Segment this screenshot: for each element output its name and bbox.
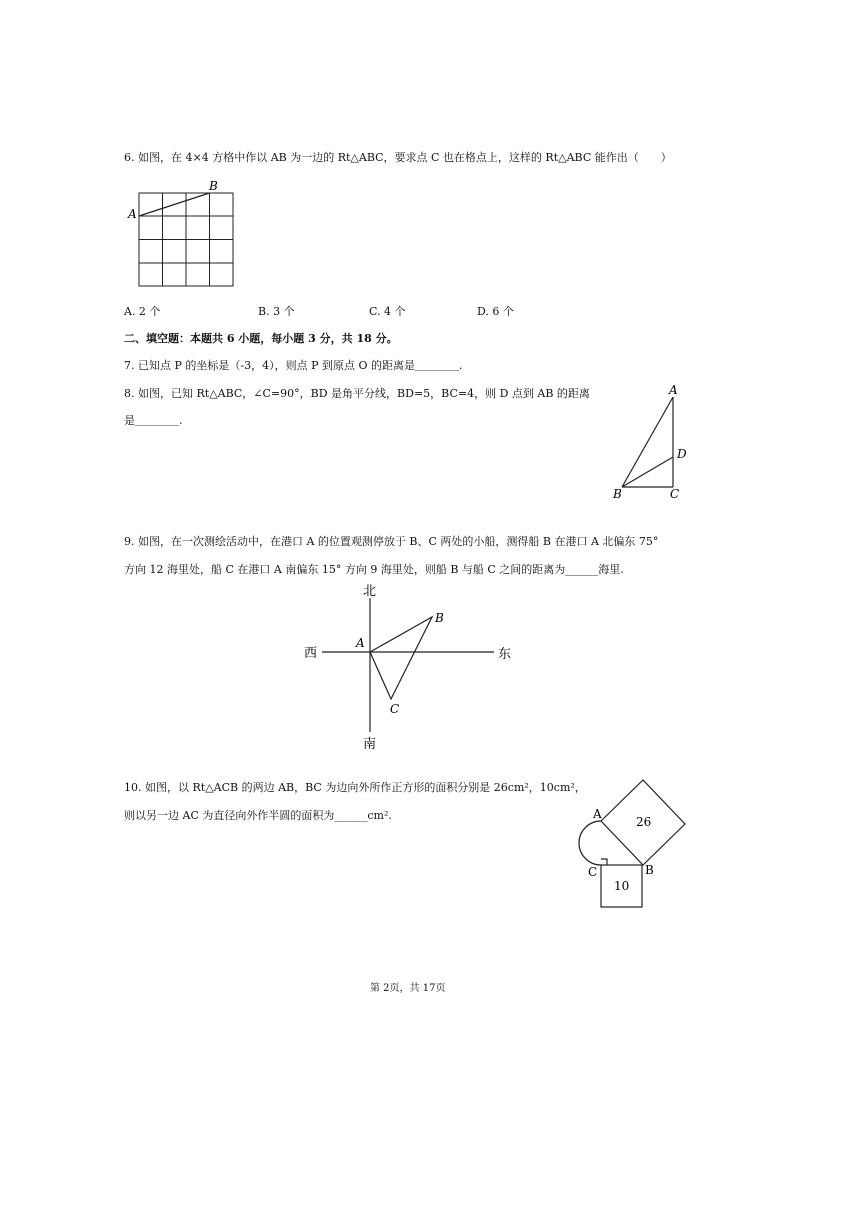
q10-area-ab: 26 — [636, 815, 652, 829]
q10-line1: 10. 如图，以 Rt△ACB 的两边 AB，BC 为边向外所作正方形的面积分别是 26cm²，10cm²， — [124, 781, 586, 794]
q10-line2: 则以另一边 AC 为直径向外作半圆的面积为______cm². — [124, 809, 392, 822]
q9-label-a: A — [356, 636, 365, 650]
q10-area-bc: 10 — [614, 879, 630, 893]
q6-text: 6. 如图，在 4×4 方格中作以 AB 为一边的 Rt△ABC，要求点 C 也在格点上，这样的 Rt△ABC 能作出（ ） — [124, 151, 672, 164]
q9-label-c: C — [390, 702, 400, 716]
q9-label-east: 东 — [498, 647, 512, 662]
q6-option-a: A. 2 个 — [124, 305, 161, 318]
page-footer: 第 2页，共 17页 — [370, 983, 446, 994]
q6-label-b: B — [209, 179, 218, 193]
section-2-header: 二、填空题：本题共 6 小题，每小题 3 分，共 18 分。 — [124, 332, 398, 345]
q10-label-b: B — [645, 863, 654, 877]
q9-label-west: 西 — [304, 646, 318, 661]
q9-line1: 9. 如图，在一次测绘活动中，在港口 A 的位置观测停放于 B、C 两处的小船，测得船 B 在港口 A 北偏东 75° — [124, 535, 659, 548]
q6-label-a: A — [128, 207, 137, 221]
q7-text: 7. 已知点 P 的坐标是（-3，4），则点 P 到原点 O 的距离是＿＿＿＿. — [124, 359, 463, 372]
q8-line2: 是＿＿＿＿. — [124, 414, 183, 427]
q6-option-b: B. 3 个 — [258, 305, 295, 318]
q8-label-b: B — [613, 487, 622, 501]
q8-label-d: D — [677, 447, 687, 461]
q9-line2: 方向 12 海里处，船 C 在港口 A 南偏东 15° 方向 9 海里处，则船 B 与船 C 之间的距离为______海里. — [124, 563, 624, 576]
q10-label-c: C — [588, 865, 598, 879]
q8-label-a: A — [669, 383, 678, 397]
q6-option-d: D. 6 个 — [477, 305, 514, 318]
q10-label-a: A — [593, 807, 602, 821]
q6-option-c: C. 4 个 — [369, 305, 406, 318]
q9-label-b: B — [435, 611, 444, 625]
q9-label-north: 北 — [363, 584, 377, 599]
q8-label-c: C — [670, 487, 680, 501]
q9-label-south: 南 — [363, 737, 377, 752]
q8-line1: 8. 如图，已知 Rt△ABC，∠C=90°，BD 是角平分线，BD=5，BC=4，则 D 点到 AB 的距离 — [124, 387, 590, 400]
